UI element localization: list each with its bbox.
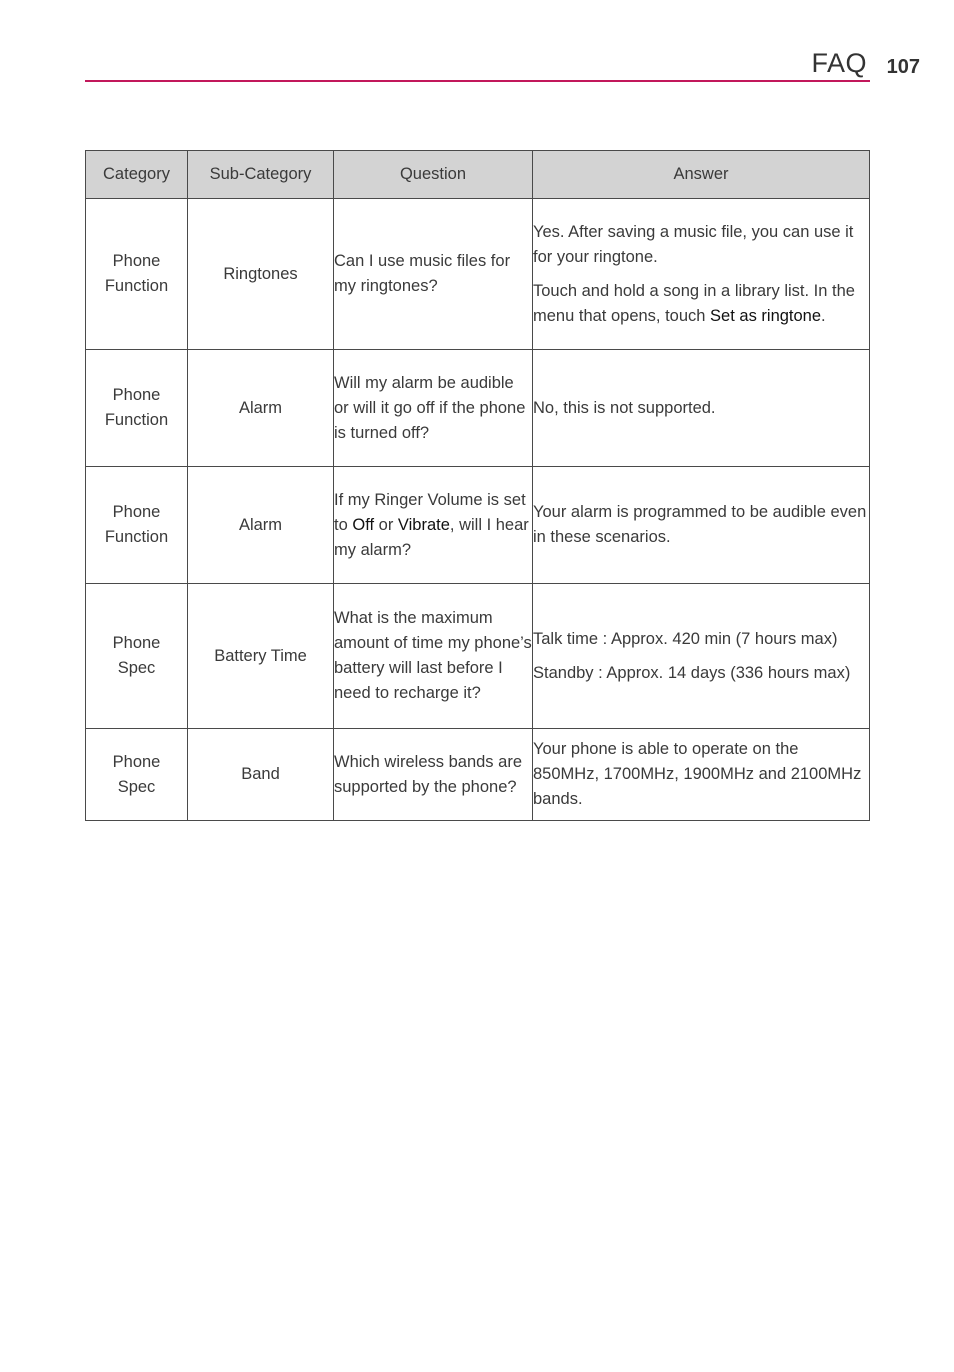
table-row	[86, 729, 870, 821]
table-row	[86, 467, 870, 584]
setting-off: Off	[352, 515, 375, 534]
answer-text: Touch and hold a song in a library list. In the menu that opens, touch	[533, 281, 855, 325]
column-header-subcategory: Sub-Category	[188, 151, 334, 199]
category-line: Phone	[112, 752, 161, 771]
answer-paragraph: Standby : Approx. 14 days (336 hours max)	[533, 663, 851, 682]
answer-paragraph: Talk time : Approx. 420 min (7 hours max)	[533, 629, 838, 648]
answer-cell	[533, 199, 870, 350]
page-number: 107	[886, 56, 920, 78]
question-cell: Can I use music files for my ringtones?	[334, 199, 533, 350]
category-cell	[86, 467, 188, 584]
question-text: , will I hear my alarm?	[334, 515, 529, 559]
answer-cell: Your phone is able to operate on the 850MHz, 1700MHz, 1900MHz and 2100MHz bands.	[533, 729, 870, 821]
question-cell: Will my alarm be audible or will it go off if the phone is turned off?	[334, 350, 533, 467]
table-row	[86, 584, 870, 729]
table-row	[86, 350, 870, 467]
menu-option-set-as-ringtone: Set as ringtone	[710, 306, 822, 325]
setting-vibrate: Vibrate	[397, 515, 450, 534]
category-cell	[86, 350, 188, 467]
answer-paragraph: Yes. After saving a music file, you can use it for your ringtone.	[533, 222, 854, 266]
category-line: Phone	[112, 386, 161, 404]
category-line: Spec	[117, 777, 156, 796]
category-line: Function	[104, 277, 169, 295]
subcategory-cell: Band	[188, 729, 334, 821]
header-rule	[85, 80, 870, 82]
answer-cell	[533, 584, 870, 729]
question-text: or	[374, 515, 398, 534]
table-row	[86, 199, 870, 350]
page-header	[85, 40, 920, 84]
column-header-question: Question	[334, 151, 533, 199]
category-line: Phone	[112, 252, 161, 270]
answer-cell: Your alarm is programmed to be audible even in these scenarios.	[533, 467, 870, 584]
subcategory-cell: Alarm	[188, 350, 334, 467]
answer-cell: No, this is not supported.	[533, 350, 870, 467]
category-cell	[86, 199, 188, 350]
page-title: FAQ	[811, 48, 867, 78]
faq-table	[85, 150, 870, 821]
subcategory-cell: Alarm	[188, 467, 334, 584]
category-line: Spec	[117, 659, 156, 677]
column-header-answer: Answer	[533, 151, 870, 199]
column-header-category: Category	[86, 151, 188, 199]
category-line: Function	[104, 528, 169, 546]
question-cell: What is the maximum amount of time my phone’s battery will last before I need to recharge it?	[334, 584, 533, 729]
category-cell	[86, 584, 188, 729]
subcategory-cell: Ringtones	[188, 199, 334, 350]
category-line: Phone	[112, 503, 161, 521]
table-header-row	[86, 151, 870, 199]
category-line: Phone	[112, 634, 161, 652]
category-line: Function	[104, 411, 169, 429]
category-cell	[86, 729, 188, 821]
subcategory-cell: Battery Time	[188, 584, 334, 729]
answer-paragraph	[533, 279, 869, 329]
question-text: If my Ringer Volume is set to	[334, 490, 526, 534]
answer-text: .	[821, 306, 826, 325]
question-cell	[334, 467, 533, 584]
question-cell: Which wireless bands are supported by the phone?	[334, 729, 533, 821]
